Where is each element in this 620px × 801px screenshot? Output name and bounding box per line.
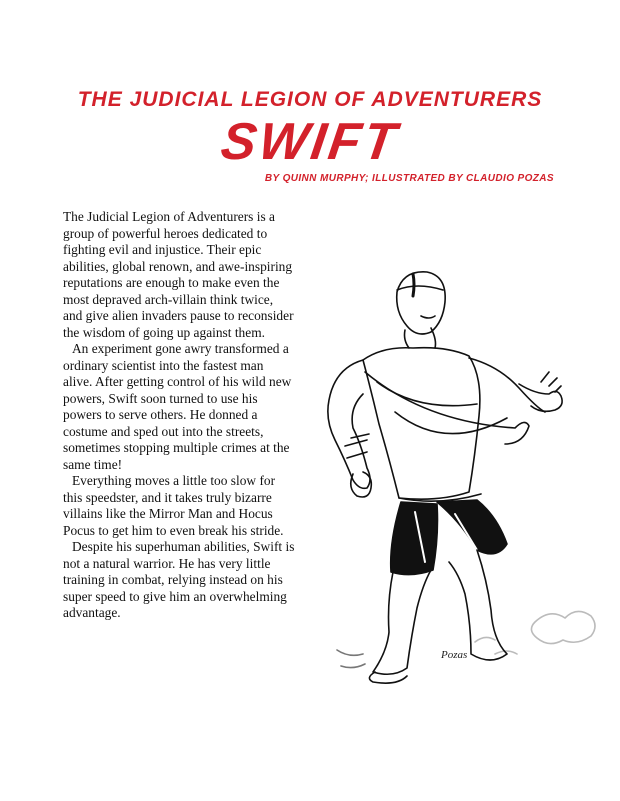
paragraph: The Judicial Legion of Adventurers is a group of powerful heroes dedicated to fighting evil and injustice. Their epic abilities, global renown, and awe-inspiring reputations are enough to make even the most depraved arch-villain think twice, and give alien invaders pause to reconsider the wisdom of going up against them. — [63, 209, 294, 340]
byline: BY QUINN MURPHY; ILLUSTRATED BY CLAUDIO POZAS — [264, 173, 554, 184]
page-title: SWIFT — [217, 113, 403, 171]
speedster-illustration — [305, 262, 605, 692]
article-body — [63, 209, 295, 622]
series-title: THE JUDICIAL LEGION OF ADVENTURERS — [77, 88, 543, 111]
paragraph: Everything moves a little too slow for this speedster, and it takes truly bizarre villains like the Mirror Man and Hocus Pocus to get him to even break his stride. — [63, 473, 284, 538]
paragraph: Despite his superhuman abilities, Swift is not a natural warrior. He has very little training in combat, relying instead on his super speed to give him an overwhelming advantage. — [63, 539, 295, 620]
paragraph: An experiment gone awry transformed a ordinary scientist into the fastest man alive. After getting control of his wild new powers, Swift soon turned to use his powers to serve others. He donned a costume and sped out into the streets, sometimes stopping multiple crimes at the same time! — [63, 341, 292, 472]
artist-signature: Pozas — [441, 649, 468, 661]
